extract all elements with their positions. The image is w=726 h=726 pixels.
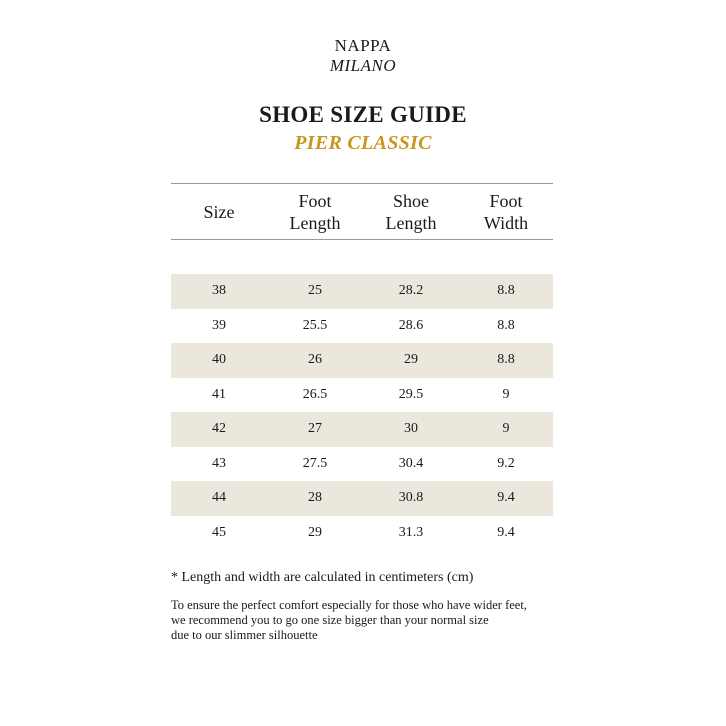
table-row (171, 447, 553, 482)
cell-foot-length: 25 (308, 283, 322, 299)
cell-shoe-length: 29.5 (398, 386, 424, 402)
header-foot-length-line1: Foot (298, 190, 332, 211)
header-foot-width-line2: Width (483, 212, 529, 233)
cell-size: 45 (212, 524, 226, 540)
size-table (171, 183, 553, 550)
cell-size: 38 (212, 283, 226, 299)
fit-advice-line1: To ensure the perfect comfort especially for those who have wider feet, (171, 598, 527, 612)
header-shoe-length-line2: Length (385, 212, 437, 233)
table-body (171, 274, 553, 550)
cell-shoe-length: 28.6 (398, 317, 424, 333)
cell-foot-width: 9.4 (497, 524, 515, 540)
cell-size: 42 (212, 421, 226, 437)
cell-shoe-length: 30 (404, 421, 418, 437)
header-size (171, 201, 267, 223)
cell-foot-width: 9 (502, 421, 510, 437)
cell-foot-width: 9 (502, 386, 510, 402)
brand-name-line1: NAPPA (334, 36, 392, 55)
header-shoe-length (363, 190, 459, 234)
cell-shoe-length: 30.4 (398, 455, 424, 471)
cell-shoe-length: 29 (404, 352, 418, 368)
fit-advice (171, 598, 527, 643)
cell-foot-width: 8.8 (497, 317, 515, 333)
table-row (171, 481, 553, 516)
cell-foot-width: 9.4 (497, 490, 515, 506)
cell-foot-length: 27 (308, 421, 322, 437)
table-row (171, 516, 553, 551)
header-shoe-length-line1: Shoe (393, 190, 429, 211)
cell-size: 44 (212, 490, 226, 506)
cell-foot-length: 26.5 (302, 386, 328, 402)
table-row (171, 274, 553, 309)
header-foot-width (459, 190, 553, 234)
cell-foot-length: 25.5 (302, 317, 328, 333)
header-size-line1: Size (203, 201, 235, 222)
cell-foot-length: 26 (308, 352, 322, 368)
table-header-row (171, 183, 553, 240)
page-title: SHOE SIZE GUIDE (259, 102, 467, 127)
cell-size: 40 (212, 352, 226, 368)
cell-foot-width: 9.2 (497, 455, 515, 471)
cell-foot-length: 28 (308, 490, 322, 506)
fit-advice-line2: we recommend you to go one size bigger than your normal size (171, 613, 489, 627)
table-row (171, 343, 553, 378)
table-row (171, 412, 553, 447)
header-foot-length (267, 190, 363, 234)
cell-foot-length: 27.5 (302, 455, 328, 471)
fit-advice-line3: due to our slimmer silhouette (171, 628, 318, 642)
brand-name-line2: MILANO (329, 56, 397, 75)
units-note: * Length and width are calculated in centimeters (cm) (171, 570, 474, 585)
brand-logo (0, 36, 726, 76)
cell-foot-width: 8.8 (497, 283, 515, 299)
cell-size: 39 (212, 317, 226, 333)
cell-foot-width: 8.8 (497, 352, 515, 368)
table-row (171, 378, 553, 413)
cell-size: 41 (212, 386, 226, 402)
page-subtitle: PIER CLASSIC (294, 132, 432, 154)
cell-size: 43 (212, 455, 226, 471)
cell-shoe-length: 30.8 (398, 490, 424, 506)
table-row (171, 309, 553, 344)
cell-foot-length: 29 (308, 524, 322, 540)
cell-shoe-length: 28.2 (398, 283, 424, 299)
cell-shoe-length: 31.3 (398, 524, 424, 540)
header-foot-width-line1: Foot (489, 190, 523, 211)
header-foot-length-line2: Length (289, 212, 341, 233)
